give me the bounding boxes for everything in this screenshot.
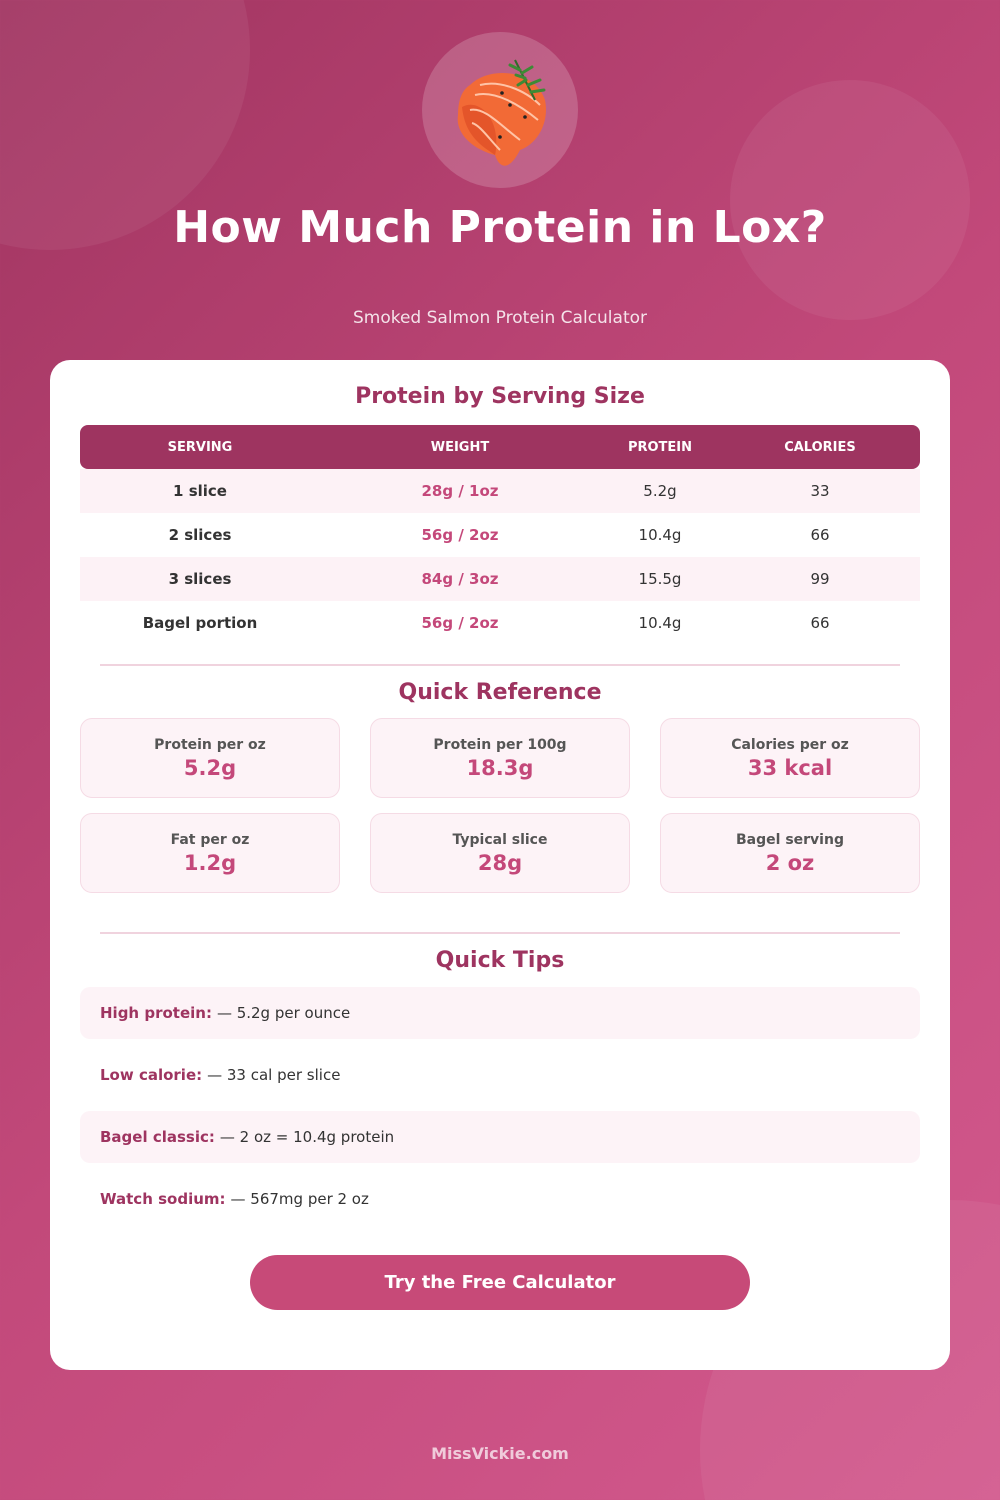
tip-text: — 33 cal per slice [207,1066,341,1084]
tip-key: Watch sodium: [100,1190,226,1208]
cell-serving: Bagel portion [142,614,258,632]
reference-value: 18.3g [466,755,534,780]
tip-item [80,1173,920,1225]
column-header-protein: PROTEIN [627,439,693,455]
quick-tips-title: Quick Tips [435,948,565,973]
reference-value: 28g [477,850,523,875]
reference-value: 1.2g [183,850,237,875]
cell-weight: 56g / 2oz [421,526,499,544]
tip-key: Low calorie: [100,1066,203,1084]
cell-weight: 56g / 2oz [421,614,499,632]
serving-table-title: Protein by Serving Size [355,384,645,409]
tip-text: — 5.2g per ounce [216,1004,351,1022]
cell-serving: 2 slices [168,526,232,544]
background-circle [730,80,970,320]
reference-value: 5.2g [183,755,237,780]
tip-key: Bagel classic: [100,1128,215,1146]
column-header-calories: CALORIES [784,439,856,455]
table-header [80,425,920,469]
table-row [80,601,920,645]
serving-table [80,425,920,645]
reference-card-calories-per-oz [660,718,920,798]
tip-key: High protein: [100,1004,212,1022]
footer-brand: MissVickie.com [431,1444,569,1463]
cell-protein: 10.4g [638,614,682,632]
quick-reference-grid [80,718,920,893]
reference-label: Typical slice [452,831,548,848]
cell-protein: 10.4g [638,526,682,544]
content-card [50,360,950,1370]
tip-item [80,987,920,1039]
cell-protein: 15.5g [638,570,682,588]
reference-label: Protein per 100g [433,736,567,753]
reference-card-typical-slice [370,813,630,893]
section-divider [100,932,900,934]
cell-calories: 33 [810,482,830,500]
cell-weight: 28g / 1oz [421,482,499,500]
cell-calories: 66 [810,614,830,632]
cell-calories: 66 [810,526,830,544]
reference-label: Protein per oz [154,736,266,753]
tip-item [80,1111,920,1163]
page-subtitle: Smoked Salmon Protein Calculator [352,308,648,328]
reference-value: 2 oz [765,850,815,875]
column-header-weight: WEIGHT [430,439,490,455]
cell-calories: 99 [810,570,830,588]
try-calculator-button[interactable]: Try the Free Calculator [250,1255,750,1310]
reference-value: 33 kcal [747,755,833,780]
cell-serving: 1 slice [173,482,227,500]
reference-label: Calories per oz [731,736,849,753]
table-row [80,557,920,601]
tip-item [80,1049,920,1101]
table-row [80,469,920,513]
section-divider [100,664,900,666]
quick-reference-title: Quick Reference [398,680,602,705]
reference-card-protein-per-100g [370,718,630,798]
smoked-salmon-icon [422,32,578,188]
cell-protein: 5.2g [643,482,677,500]
reference-card-bagel-serving [660,813,920,893]
cell-serving: 3 slices [168,570,232,588]
table-row [80,513,920,557]
reference-label: Fat per oz [170,831,250,848]
tip-text: — 2 oz = 10.4g protein [219,1128,395,1146]
tip-text: — 567mg per 2 oz [230,1190,369,1208]
reference-label: Bagel serving [736,831,844,848]
reference-card-fat-per-oz [80,813,340,893]
page-title: How Much Protein in Lox? [173,202,827,253]
column-header-serving: SERVING [167,439,233,455]
cell-weight: 84g / 3oz [421,570,499,588]
reference-card-protein-per-oz [80,718,340,798]
quick-tips-list [80,987,920,1235]
